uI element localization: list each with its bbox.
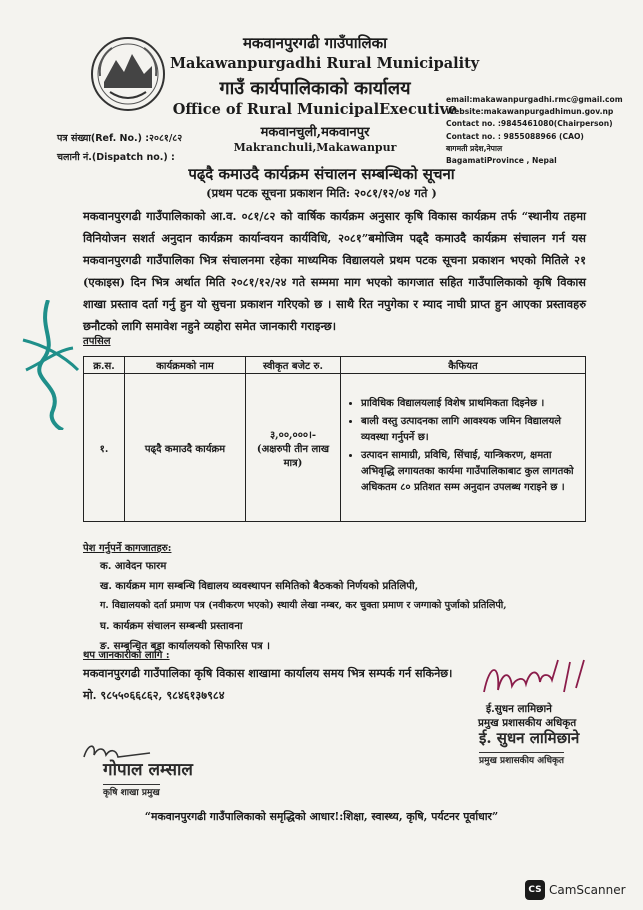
row-program-name: पढ्दै कमाउदै कार्यक्रम xyxy=(125,374,246,522)
more-info-block xyxy=(83,662,452,706)
table-header-row xyxy=(84,357,586,374)
stamp-left-designation: कृषि शाखा प्रमुख xyxy=(103,784,160,798)
row-sn: १. xyxy=(84,374,125,522)
footer-slogan: “मकवानपुरगढी गाउँपालिकाको समृद्धिको आधार!:शिक्षा, स्वास्थ्य, कृषि, पर्यटनर पूर्वाधार” xyxy=(144,810,499,823)
documents-list xyxy=(100,556,507,656)
contact-phone-cao: Contact no. : 9855088966 (CAO) xyxy=(446,131,584,141)
program-table xyxy=(83,356,586,522)
contact-province-en: BagamatiProvince , Nepal xyxy=(446,156,557,166)
col-budget: स्वीकृत बजेट रु. xyxy=(246,357,341,374)
notice-subtitle: (प्रथम पटक सूचना प्रकाशन मिति: २०८१/१२/०४ गते ) xyxy=(206,186,437,200)
dispatch-number: चलानी नं.(Dispatch no.) : xyxy=(57,152,175,163)
signatory-right-designation: प्रमुख प्रशासकीय अधिकृत xyxy=(478,717,577,729)
row-budget-cell xyxy=(246,374,341,522)
col-sn: क्र.स. xyxy=(84,357,125,374)
contact-email: email:makawanpurgadhi.rmc@gmail.com xyxy=(446,95,623,104)
list-item: घ. कार्यक्रम संचालन सम्बन्धी प्रस्तावना xyxy=(100,620,243,632)
binding-string-icon xyxy=(18,300,88,430)
remark-item: • उत्पादन सामाग्री, प्रविधि, सिंचाई, यान्त्रिकरण, क्षमता अभिवृद्धि लगायतका कार्यमा गाउँपालिकाबाट कुल लागतको अधिकतम ८० प्रतिशत सम्म अनुदान उपलब्ध गराइने छ । xyxy=(361,448,581,496)
camscanner-text: CamScanner xyxy=(549,883,626,897)
signatory-right-stamp xyxy=(479,728,599,767)
documents-heading: पेश गर्नुपर्ने कागजातहरु: xyxy=(83,543,172,554)
org-name-np: मकवानपुरगढी गाउँपालिका xyxy=(242,34,388,52)
remark-item: • बाली वस्तु उत्पादनका लागि आवश्यक जमिन विद्यालयले व्यवस्था गर्नुपर्ने छ। xyxy=(361,414,581,446)
contact-website: Website:makawanpurgadhimun.gov.np xyxy=(446,107,614,117)
col-program-name: कार्यक्रमको नाम xyxy=(125,357,246,374)
more-info-phone: मो. ९८५५०६६८६२, ९८४६१३७९८४ xyxy=(83,688,225,702)
camscanner-watermark xyxy=(525,880,626,900)
table-row xyxy=(84,374,586,522)
list-item: क. आवेदन फारम xyxy=(100,560,167,572)
remark-item: • प्राविधिक विद्यालयलाई विशेष प्राथमिकता दिइनेछ । xyxy=(361,396,581,412)
nepal-emblem-icon xyxy=(86,32,170,116)
signature-right-icon xyxy=(480,652,590,702)
list-item: ग. विद्यालयको दर्ता प्रमाण पत्र (नवीकरण भएको) स्थायी लेखा नम्बर, कर चुक्ता प्रमाण र जग्गाको पुर्जाको प्रतिलिपी, xyxy=(100,600,507,611)
row-budget-words: (अक्षरुपी तीन लाख मात्र) xyxy=(256,443,330,469)
camscanner-logo-icon: CS xyxy=(525,880,545,900)
col-remarks: कैफियत xyxy=(341,357,586,374)
address-en: Makranchuli,Makawanpur xyxy=(233,141,397,154)
list-item: ङ. सम्बन्धित बडा कार्यालयको सिफारिस पत्र । xyxy=(100,640,271,652)
contact-block xyxy=(446,94,623,167)
stamp-right-designation: प्रमुख प्रशासकीय अधिकृत xyxy=(479,752,564,766)
office-name-np: गाउँ कार्यपालिकाको कार्यालय xyxy=(219,78,411,99)
more-info-heading: थप जानकारीको लागि : xyxy=(83,650,170,661)
address-np: मकवानचुली,मकवानपुर xyxy=(260,125,370,140)
contact-province-np: बागमती प्रदेश,नेपाल xyxy=(446,143,503,153)
notice-title: पढ्दै कमाउदै कार्यक्रम संचालन सम्बन्धिको सूचना xyxy=(188,165,455,183)
row-budget: ३,००,०००।- xyxy=(269,429,317,441)
signatory-right-name: ई.सुधन लामिछाने xyxy=(486,703,552,715)
stamp-right-name: ई. सुधन लामिछाने xyxy=(479,729,580,747)
signatory-left-stamp xyxy=(103,757,193,799)
details-heading: तपसिल xyxy=(83,336,111,347)
more-info-text: मकवानपुरगढी गाउँपालिका कृषि विकास शाखामा कार्यालय समय भित्र सम्पर्क गर्न सकिनेछ। xyxy=(83,666,453,680)
list-item: ख. कार्यक्रम माग सम्बन्धि विद्यालय व्यवस्थापन समितिको बैठकको निर्णयको प्रतिलिपी, xyxy=(100,580,419,592)
notice-body: मकवानपुरगढी गाउँपालिकाको आ.व. ०८१/८२ को वार्षिक कार्यक्रम अनुसार कृषि विकास कार्यक्रम तर्फ “स्थानीय तहमा विनियोजन सशर्त अनुदान कार्यक्रम कार्यान्वयन कार्यविधि, २०८१”बमोजिम पढ्दै कमाउदै कार्यक्रम संचालन गर्न यस मकवानपुरगढी गाउँपालिका भित्र संचालनमा रहेका माध्यमिक विद्यालयले प्रथम पटक सूचना प्रकाशन भएको मितिले २१ (एकाइस) दिन भित्र अर्थात मिति २०८१/१२/२४ गते सम्ममा माग भएको कागजात सहित गाउँपालिकाको कृषि विकास शाखा प्रस्ताव दर्ता गर्नु हुन यो सुचना प्रकाशन गरिएको छ । साथै रित नपुगेका र म्याद नाघी प्राप्त हुन आएका प्रस्तावहरु छनौटको लागि समावेश नहुने व्यहोरा समेत जानकारी गराइन्छ। xyxy=(83,209,586,333)
office-name-en: Office of Rural MunicipalExecutive xyxy=(172,101,458,118)
row-remarks xyxy=(341,374,586,522)
org-name-en: Makawanpurgadhi Rural Municipality xyxy=(170,55,480,72)
ref-number: पत्र संख्या(Ref. No.) :२०८१/८२ xyxy=(57,133,183,144)
stamp-left-name: गोपाल लम्साल xyxy=(103,760,193,780)
contact-phone-chair: Contact no. :9845461080(Chairperson) xyxy=(446,119,613,129)
